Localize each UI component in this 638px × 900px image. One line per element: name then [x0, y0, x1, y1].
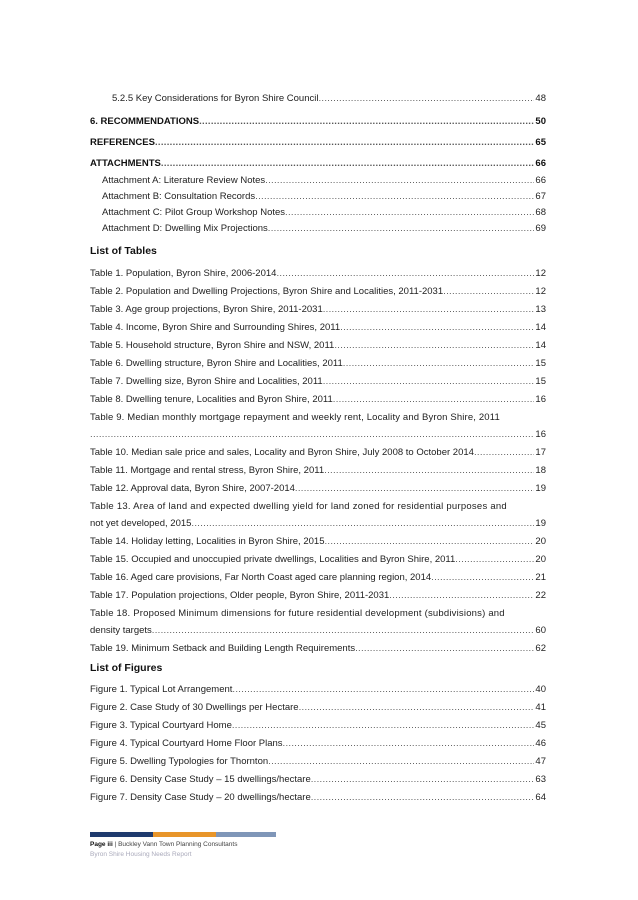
entry-page: 16 [535, 394, 546, 405]
table-entry-18[interactable] [90, 608, 546, 637]
list-of-figures-heading: List of Figures [90, 662, 163, 674]
entry-title: Table 10. Median sale price and sales, Locality and Byron Shire, July 2008 to October 2014 [90, 447, 474, 458]
figure-entry-3[interactable] [90, 720, 546, 732]
table-entry-7[interactable] [90, 376, 546, 388]
leader-dots [431, 572, 534, 584]
entry-page: 13 [535, 304, 546, 315]
toc-entry-5-2-5[interactable] [90, 93, 546, 105]
toc-entry-title: 6. RECOMMENDATIONS [90, 116, 200, 127]
toc-entry-attachment-a[interactable] [90, 175, 546, 187]
toc-entry-attachment-b[interactable] [90, 191, 546, 203]
leader-dots [443, 286, 534, 298]
entry-title: Table 11. Mortgage and rental stress, Byron Shire, 2011 [90, 465, 325, 476]
toc-sections [90, 93, 546, 235]
entry-page: 63 [535, 774, 546, 785]
table-entry-4[interactable] [90, 322, 546, 334]
entry-page: 20 [535, 536, 546, 547]
leader-dots [323, 304, 535, 316]
leader-dots [285, 207, 534, 219]
leader-dots [255, 191, 534, 203]
toc-entry-recommendations[interactable] [90, 116, 546, 128]
list-of-tables-heading: List of Tables [90, 245, 157, 257]
toc-entry-attachment-d[interactable] [90, 223, 546, 235]
table-entry-14[interactable] [90, 536, 546, 548]
entry-page: 45 [535, 720, 546, 731]
entry-title: Table 19. Minimum Setback and Building Length Requirements [90, 643, 356, 654]
entry-page: 47 [535, 756, 546, 767]
entry-page: 62 [535, 643, 546, 654]
entry-page: 46 [535, 738, 546, 749]
entry-title: Table 14. Holiday letting, Localities in Byron Shire, 2015 [90, 536, 325, 547]
entry-page: 21 [535, 572, 546, 583]
entry-title-line2: not yet developed, 2015 [90, 518, 192, 529]
entry-title: Table 17. Population projections, Older people, Byron Shire, 2011-2031 [90, 590, 390, 601]
table-entry-8[interactable] [90, 394, 546, 406]
leader-dots [474, 447, 534, 459]
footer-bar-segment-orange [153, 832, 216, 837]
table-entry-2[interactable] [90, 286, 546, 298]
toc-entry-page: 69 [535, 223, 546, 234]
entry-title-line1: Table 13. Area of land and expected dwelling yield for land zoned for residential purposes and [90, 501, 507, 512]
entry-title: Table 8. Dwelling tenure, Localities and Byron Shire, 2011 [90, 394, 333, 405]
leader-dots [389, 590, 534, 602]
entry-title: Table 7. Dwelling size, Byron Shire and Localities, 2011 [90, 376, 323, 387]
leader-dots [232, 720, 535, 732]
leader-dots [90, 429, 534, 441]
table-entry-17[interactable] [90, 590, 546, 602]
leader-dots [295, 483, 535, 495]
entry-page: 16 [535, 429, 546, 440]
leader-dots [340, 322, 534, 334]
toc-entry-title: ATTACHMENTS [90, 158, 161, 169]
figure-entry-2[interactable] [90, 702, 546, 714]
footer-separator: | [114, 841, 117, 848]
leader-dots [455, 554, 534, 566]
footer-bar-segment-blue [216, 832, 276, 837]
entry-title: Figure 6. Density Case Study – 15 dwellings/hectare [90, 774, 311, 785]
footer-bar-segment-navy [90, 832, 153, 837]
toc-entry-page: 67 [535, 191, 546, 202]
table-entry-13[interactable] [90, 501, 546, 530]
entry-page: 14 [535, 322, 546, 333]
entry-title: Table 4. Income, Byron Shire and Surrounding Shires, 2011 [90, 322, 341, 333]
toc-entry-title: REFERENCES [90, 137, 155, 148]
leader-dots [268, 756, 534, 768]
entry-title: Figure 4. Typical Courtyard Home Floor Plans [90, 738, 283, 749]
leader-dots [155, 137, 534, 149]
leader-dots [318, 93, 534, 105]
leader-dots [199, 116, 534, 128]
entry-title-line1: Table 18. Proposed Minimum dimensions for future residential development (subdivisions) and [90, 608, 505, 619]
leader-dots [283, 738, 535, 750]
entry-title: Table 16. Aged care provisions, Far North Coast aged care planning region, 2014 [90, 572, 432, 583]
table-entry-3[interactable] [90, 304, 546, 316]
entry-page: 60 [535, 625, 546, 636]
entry-title: Table 3. Age group projections, Byron Shire, 2011-2031 [90, 304, 323, 315]
toc-entry-page: 66 [535, 175, 546, 186]
table-entry-19[interactable] [90, 643, 546, 655]
table-entry-10[interactable] [90, 447, 546, 459]
leader-dots [324, 465, 534, 477]
entry-page: 64 [535, 792, 546, 803]
toc-entry-attachment-c[interactable] [90, 207, 546, 219]
footer-page-label: Page iii [90, 841, 113, 848]
leader-dots [334, 340, 534, 352]
toc-entry-references[interactable] [90, 137, 546, 149]
entry-page: 17 [535, 447, 546, 458]
entry-title-line2: density targets [90, 625, 152, 636]
entry-page: 22 [535, 590, 546, 601]
entry-page: 15 [535, 358, 546, 369]
entry-title: Figure 3. Typical Courtyard Home [90, 720, 232, 731]
entry-page: 20 [535, 554, 546, 565]
leader-dots [265, 175, 534, 187]
entry-title: Table 5. Household structure, Byron Shire and NSW, 2011 [90, 340, 335, 351]
entry-page: 19 [535, 483, 546, 494]
leader-dots [323, 376, 535, 388]
leader-dots [161, 158, 535, 170]
leader-dots [268, 223, 535, 235]
toc-entry-page: 65 [535, 137, 546, 148]
toc-entry-title: 5.2.5 Key Considerations for Byron Shire Council [112, 93, 319, 104]
toc-entry-attachments[interactable] [90, 158, 546, 170]
list-of-figures [90, 684, 546, 804]
entry-page: 41 [535, 702, 546, 713]
table-entry-6[interactable] [90, 358, 546, 370]
entry-page: 40 [535, 684, 546, 695]
entry-page: 12 [535, 286, 546, 297]
entry-title: Figure 2. Case Study of 30 Dwellings per Hectare [90, 702, 299, 713]
table-entry-16[interactable] [90, 572, 546, 584]
figure-entry-7[interactable] [90, 792, 546, 804]
entry-page: 19 [535, 518, 546, 529]
leader-dots [333, 394, 535, 406]
toc-entry-page: 50 [535, 116, 546, 127]
figure-entry-5[interactable] [90, 756, 546, 768]
figure-entry-4[interactable] [90, 738, 546, 750]
entry-page: 15 [535, 376, 546, 387]
list-of-tables [90, 268, 546, 655]
entry-title: Figure 1. Typical Lot Arrangement [90, 684, 233, 695]
entry-title: Figure 5. Dwelling Typologies for Thornton [90, 756, 269, 767]
leader-dots [311, 774, 535, 786]
toc-entry-page: 66 [535, 158, 546, 169]
entry-title: Table 15. Occupied and unoccupied private dwellings, Localities and Byron Shire, 2011 [90, 554, 456, 565]
entry-page: 12 [535, 268, 546, 279]
leader-dots [311, 792, 535, 804]
figure-entry-1[interactable] [90, 684, 546, 696]
table-entry-1[interactable] [90, 268, 546, 280]
toc-entry-title: Attachment A: Literature Review Notes [102, 175, 266, 186]
leader-dots [355, 643, 534, 655]
toc-entry-title: Attachment B: Consultation Records [102, 191, 256, 202]
leader-dots [276, 268, 534, 280]
toc-entry-page: 68 [535, 207, 546, 218]
footer-report-title: Byron Shire Housing Needs Report [90, 851, 192, 858]
footer-page-line [90, 841, 237, 848]
table-entry-15[interactable] [90, 554, 546, 566]
table-entry-11[interactable] [90, 465, 546, 477]
entry-title: Table 6. Dwelling structure, Byron Shire and Localities, 2011 [90, 358, 343, 369]
entry-page: 18 [535, 465, 546, 476]
entry-title: Table 9. Median monthly mortgage repayment and weekly rent, Locality and Byron Shire, 2011 [90, 412, 500, 423]
leader-dots [232, 684, 534, 696]
figure-entry-6[interactable] [90, 774, 546, 786]
leader-dots [299, 702, 535, 714]
table-entry-5[interactable] [90, 340, 546, 352]
entry-title: Table 12. Approval data, Byron Shire, 2007-2014 [90, 483, 295, 494]
leader-dots [324, 536, 534, 548]
toc-entry-page: 48 [535, 93, 546, 104]
leader-dots [191, 518, 534, 530]
entry-page: 14 [535, 340, 546, 351]
table-entry-9[interactable] [90, 412, 546, 441]
footer-company: Buckley Vann Town Planning Consultants [118, 841, 238, 848]
leader-dots [343, 358, 535, 370]
leader-dots [152, 625, 535, 637]
entry-title: Table 2. Population and Dwelling Projections, Byron Shire and Localities, 2011-2031 [90, 286, 444, 297]
entry-title: Table 1. Population, Byron Shire, 2006-2014 [90, 268, 277, 279]
entry-title: Figure 7. Density Case Study – 20 dwellings/hectare [90, 792, 311, 803]
toc-entry-title: Attachment D: Dwelling Mix Projections [102, 223, 268, 234]
toc-entry-title: Attachment C: Pilot Group Workshop Notes [102, 207, 286, 218]
table-entry-12[interactable] [90, 483, 546, 495]
